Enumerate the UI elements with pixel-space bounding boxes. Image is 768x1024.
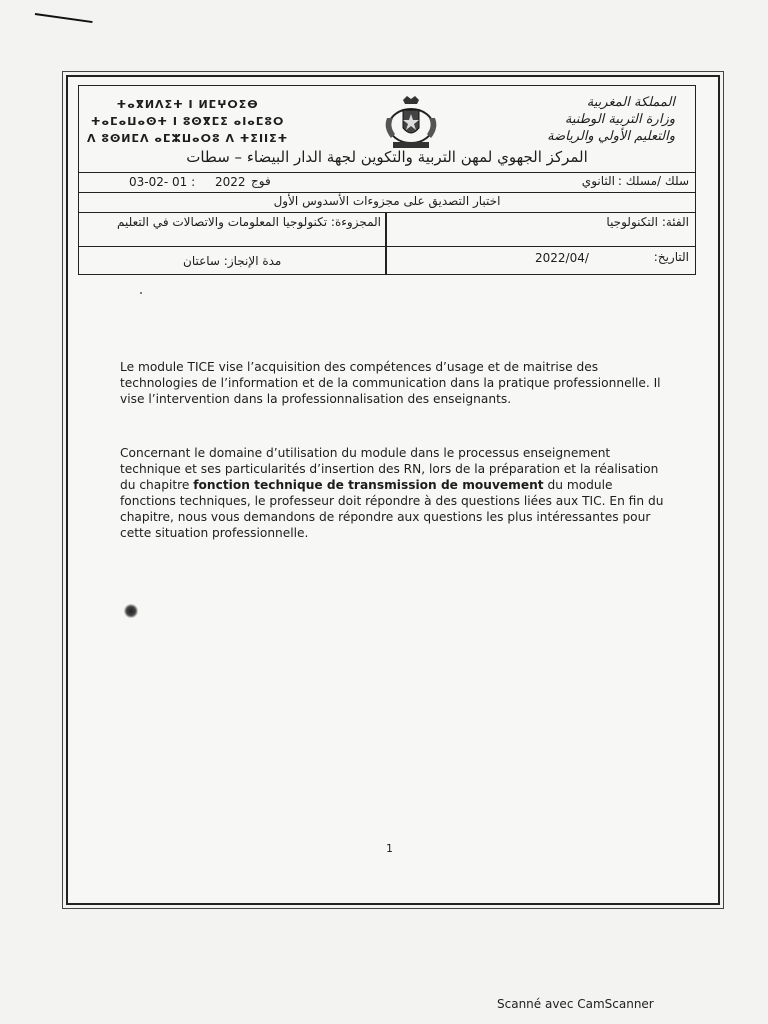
date-value: 2022/04/: [535, 251, 589, 265]
ministry-subtitle: والتعليم الأولي والرياضة: [547, 129, 675, 144]
tifinagh-ministry-block: [87, 96, 288, 147]
kingdom-name: المملكة المغربية: [586, 95, 675, 110]
duration-label: مدة الإنجاز: ساعتان: [183, 254, 282, 268]
coat-of-arms-icon: [379, 94, 443, 154]
module-label: المجزوءة: تكنولوجيا المعلومات والاتصالات في التعليم: [117, 215, 381, 229]
centre-title: المركز الجهوي لمهن التربية والتكوين لجهة الدار البيضاء – سطات: [186, 148, 588, 166]
tifinagh-line-3: ⴷ ⵓⵙⵍⵎⴷ ⴰⵎⵣⵡⴰⵔⵓ ⴷ ⵜⵉⵏⵏⵉⵜ: [87, 132, 289, 145]
stray-dot: [140, 292, 142, 294]
page-number: 1: [386, 842, 393, 855]
context-paragraph: [120, 445, 665, 541]
ink-smudge: [124, 604, 138, 618]
track-cohort-row: [79, 172, 695, 193]
track-value: الثانوي: [581, 174, 615, 188]
cohort-label: فوج: [251, 174, 271, 188]
context-text-start: Concernant le domaine d’utilisation du module dans le processus enseignement technique et ses particularités d’insertion des RN, lors de la préparation et la réalisation du chapitre: [120, 446, 659, 492]
scanner-watermark: Scanné avec CamScanner: [497, 997, 654, 1011]
intro-paragraph: Le module TICE vise l’acquisition des compétences d’usage et de maitrise des technologies de l’information et de la communication dans la pratique professionnelle. Il vise l’intervention dans la professionnalisation des enseignants.: [120, 360, 661, 406]
track-label: سلك /مسلك :: [617, 174, 689, 188]
tifinagh-line-2: ⵜⴰⵎⴰⵡⴰⵙⵜ ⵏ ⵓⵙⴳⵎⵉ ⴰⵏⴰⵎⵓⵔ: [90, 115, 285, 128]
cohort-year: 2022: [215, 175, 246, 189]
pen-stroke-mark: [35, 13, 93, 23]
exam-sheet: [66, 75, 720, 905]
date-duration-row: [79, 246, 695, 274]
header-table: [78, 85, 696, 275]
arabic-ministry-block: [547, 94, 675, 145]
chapter-title: fonction technique de transmission de mouvement: [193, 478, 544, 492]
institution-header: [79, 86, 695, 173]
category-label: الفئة: التكنولوجيا: [606, 215, 689, 229]
cohort-code: 03-02- 01 :: [129, 175, 196, 189]
category-module-row: [79, 212, 695, 247]
ministry-name: وزارة التربية الوطنية: [564, 112, 675, 127]
exam-title-row: [79, 192, 695, 213]
context-text-end: du module fonctions techniques, le professeur doit répondre à des questions liées aux TIC. En fin du chapitre, nous vous demandons de répondre aux questions les plus intéressantes pour cette situation professionnelle.: [120, 478, 664, 540]
exam-title: اختبار التصديق على مجزوءات الأسدوس الأول: [273, 194, 501, 208]
tifinagh-line-1: ⵜⴰⴳⵍⴷⵉⵜ ⵏ ⵍⵎⵖⵔⵉⴱ: [116, 98, 259, 111]
date-label: التاريخ:: [653, 250, 689, 264]
